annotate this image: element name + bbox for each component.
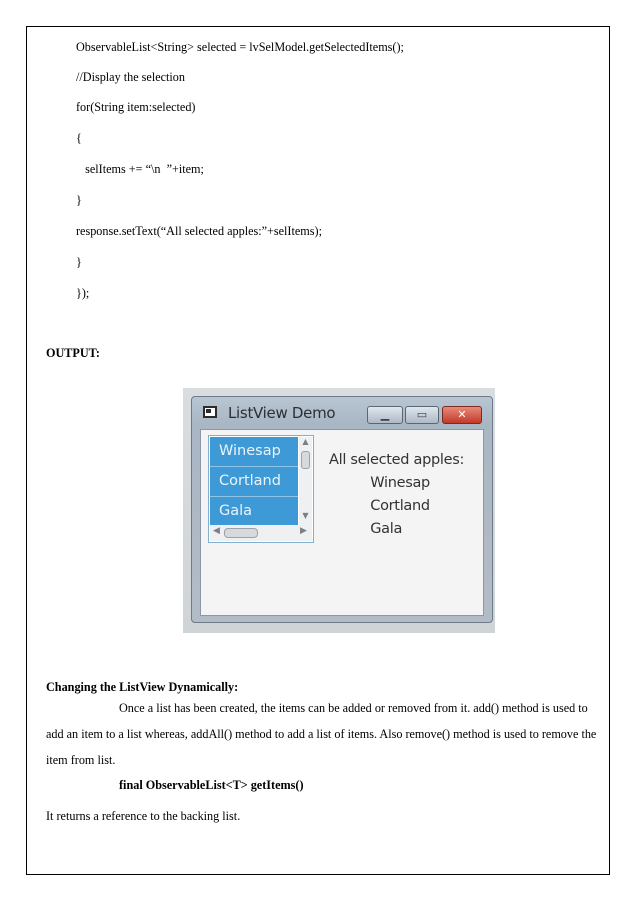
close-icon: ✕ [457, 408, 467, 421]
vertical-scrollbar[interactable] [299, 437, 312, 525]
code-line: //Display the selection [76, 70, 185, 84]
title-bar [192, 397, 492, 427]
response-label-area [329, 449, 464, 541]
response-label: All selected apples: [329, 452, 465, 468]
response-item: Cortland [370, 498, 430, 514]
method-description: It returns a reference to the backing list. [46, 809, 241, 823]
output-heading: OUTPUT: [46, 346, 100, 360]
window-icon [203, 406, 217, 418]
code-line: } [76, 255, 82, 269]
method-signature: final ObservableList<T> getItems() [119, 778, 304, 792]
paragraph-text: Once a list has been created, the items can be added or removed from it. add() method is used to add an item to a list whereas, addAll() method to add a list of items. Also remove() method is used to remove the item from list. [46, 701, 597, 767]
paragraph [46, 695, 602, 773]
horizontal-scroll-thumb[interactable] [224, 528, 258, 538]
code-line: } [76, 193, 82, 207]
response-item: Winesap [370, 475, 430, 491]
minimize-button[interactable] [367, 406, 403, 424]
maximize-button[interactable] [405, 406, 439, 424]
window-title: ListView Demo [228, 404, 336, 422]
vertical-scroll-thumb[interactable] [301, 451, 310, 469]
code-line: }); [76, 286, 90, 300]
code-line: for(String item:selected) [76, 100, 196, 114]
scroll-right-icon[interactable]: ▶ [300, 526, 307, 536]
list-item[interactable]: Winesap [210, 437, 298, 466]
code-line: response.setText(“All selected apples:”+selItems); [76, 224, 322, 238]
output-screenshot [183, 388, 495, 633]
section-heading: Changing the ListView Dynamically: [46, 680, 239, 694]
list-item[interactable]: Gala [210, 497, 298, 525]
code-line: ObservableList<String> selected = lvSelModel.getSelectedItems(); [76, 40, 404, 54]
maximize-icon: ▭ [416, 408, 428, 421]
response-item: Gala [370, 521, 403, 537]
scroll-down-icon[interactable]: ▼ [302, 511, 309, 520]
list-item[interactable]: Cortland [210, 467, 298, 496]
code-line: selItems += “\n ”+item; [76, 162, 204, 176]
horizontal-scrollbar[interactable] [210, 525, 312, 541]
minimize-icon: ▁ [380, 408, 390, 421]
apple-listview[interactable] [208, 435, 314, 543]
scroll-left-icon[interactable]: ◀ [213, 526, 220, 536]
close-button[interactable] [442, 406, 482, 424]
scroll-up-icon[interactable]: ▲ [302, 437, 309, 446]
code-line: { [76, 131, 82, 145]
